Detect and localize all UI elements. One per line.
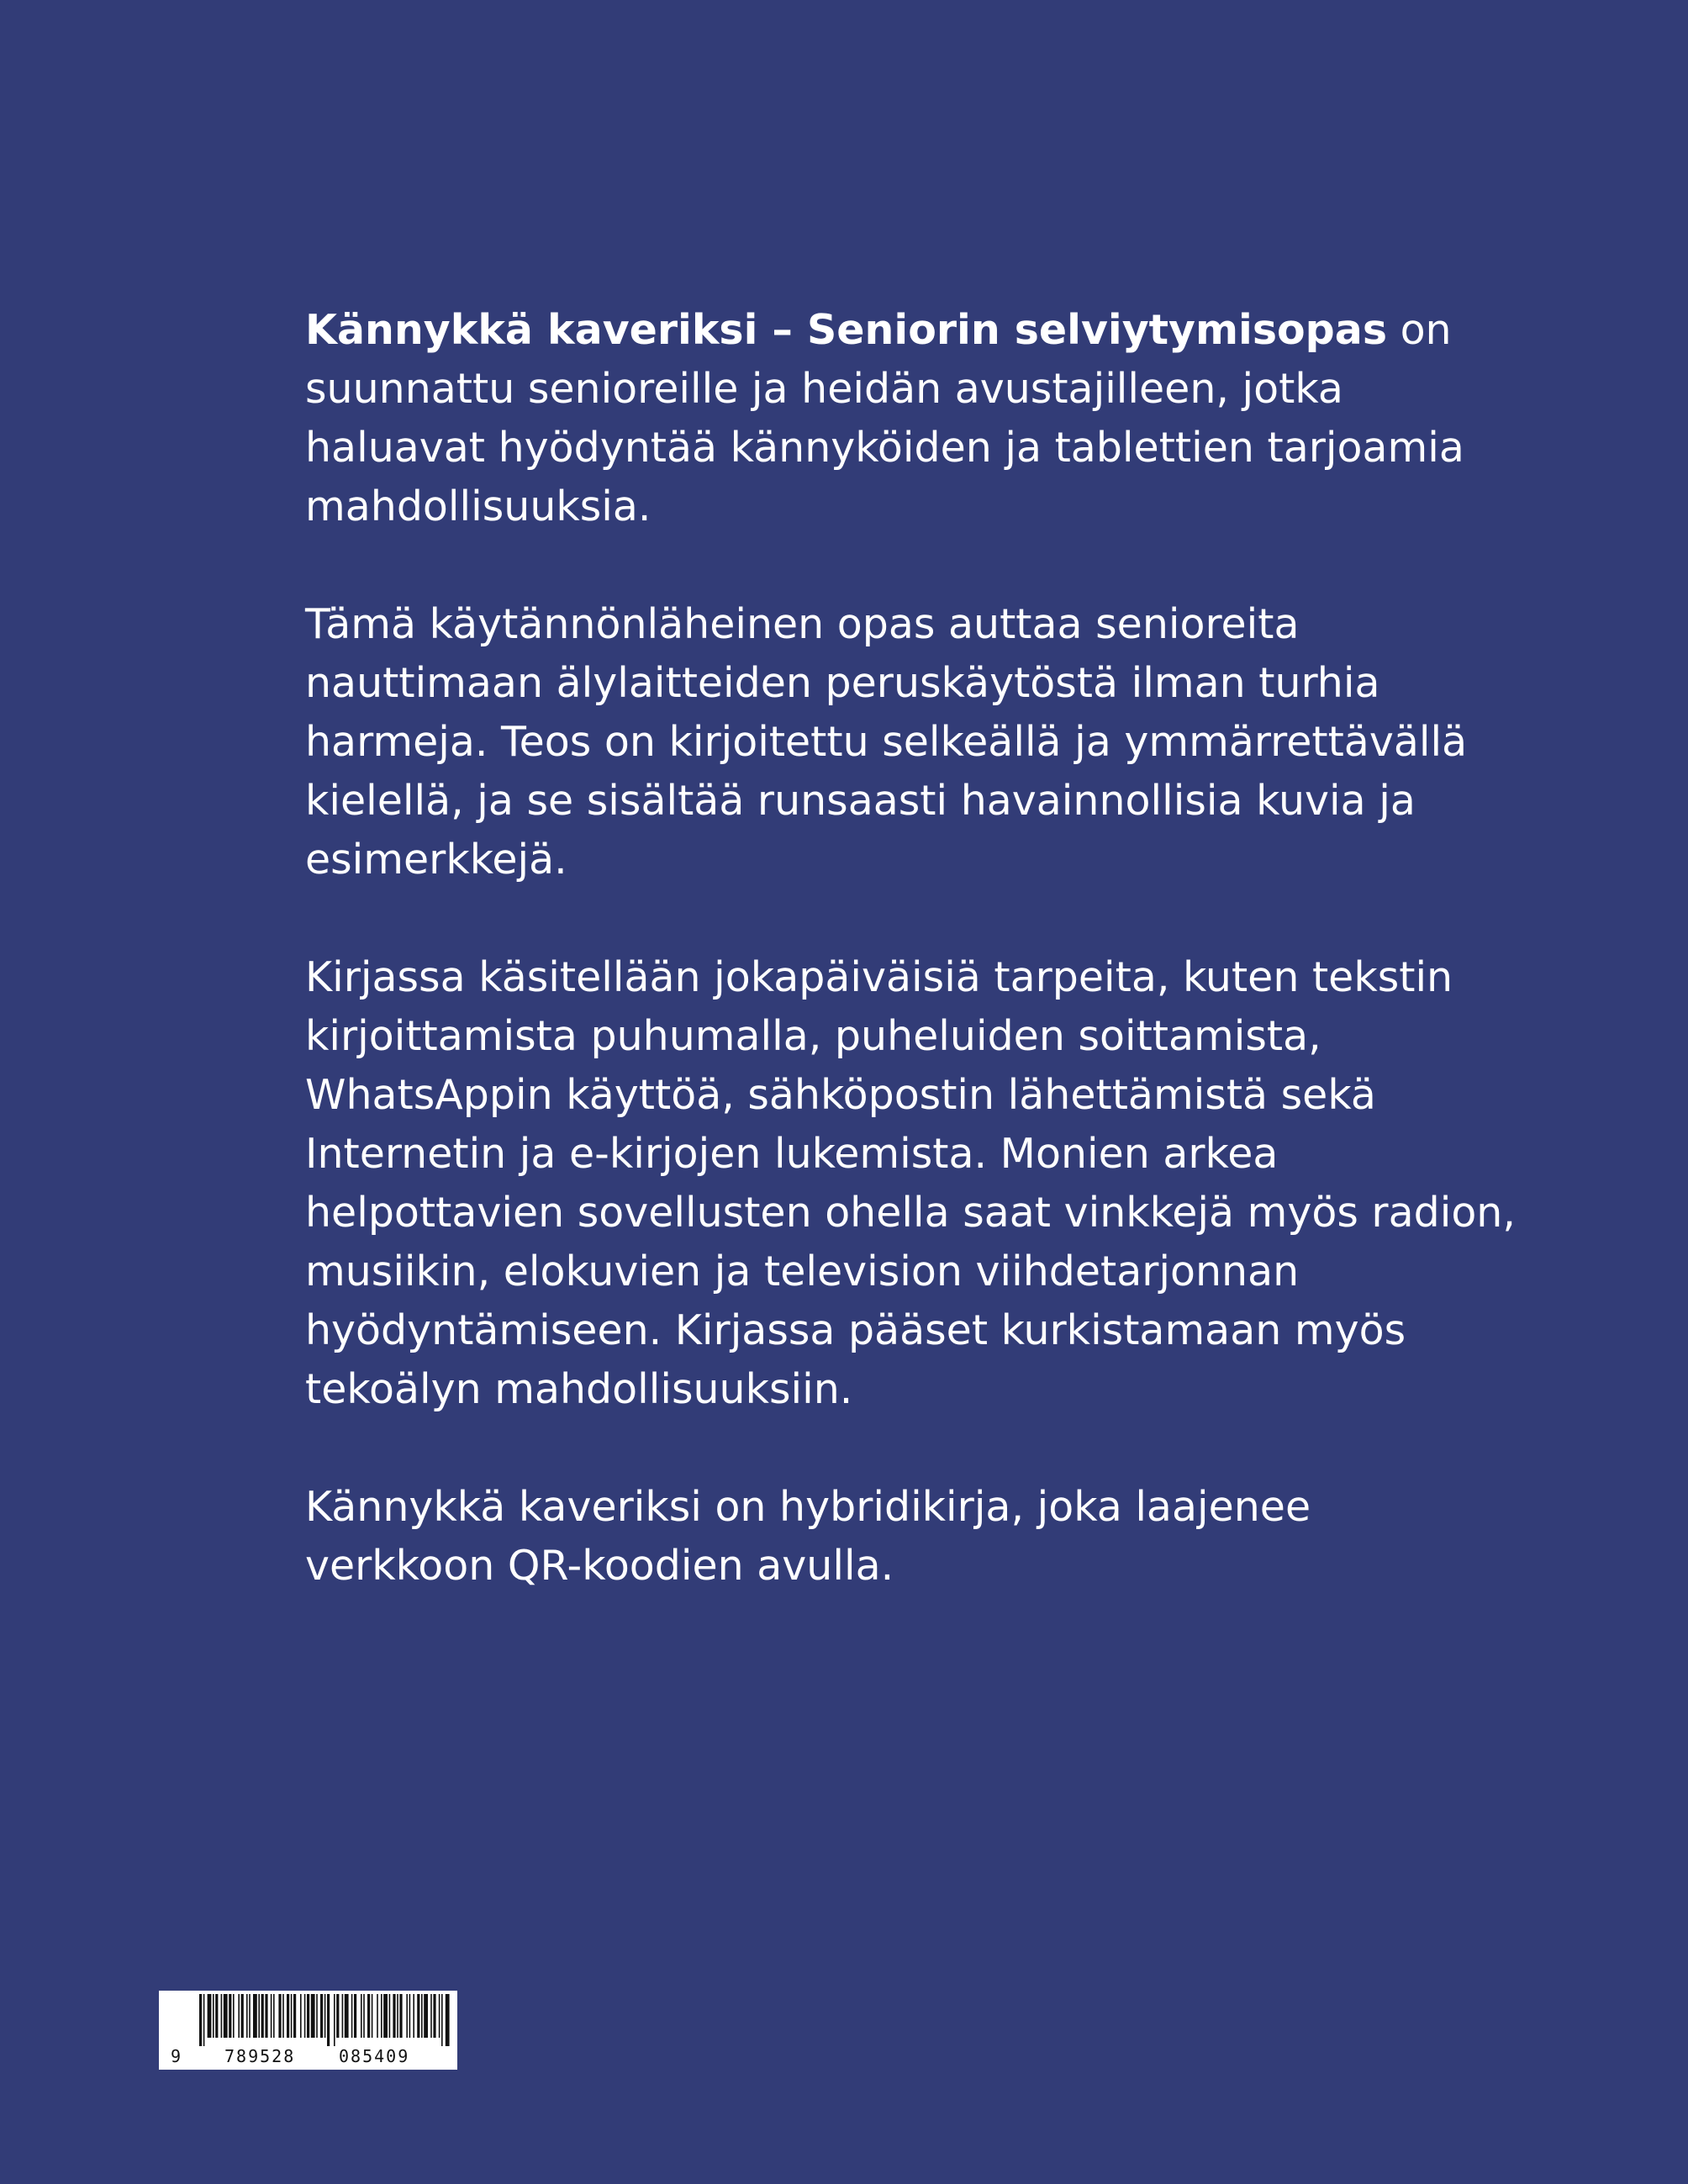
paragraph-guide: [305, 595, 1549, 889]
paragraph-topics: [305, 948, 1549, 1419]
text-line: mahdollisuuksia.: [305, 483, 651, 530]
barcode-bar: [238, 1994, 240, 2038]
isbn-barcode: [159, 1991, 457, 2070]
barcode-bar: [424, 1994, 428, 2038]
text-line: suunnattu senioreille ja heidän avustajilleen, jotka: [305, 365, 1343, 413]
text-line: tekoälyn mahdollisuuksiin.: [305, 1365, 853, 1413]
paragraph-intro: [305, 301, 1549, 536]
barcode-bar: [215, 1994, 218, 2038]
barcode-bar: [336, 1994, 339, 2038]
barcode-bar: [278, 1994, 281, 2038]
barcode-bar: [249, 1994, 251, 2038]
barcode-bar: [221, 1994, 223, 2038]
barcode-bar: [361, 1994, 362, 2038]
barcode-bar: [293, 1994, 296, 2038]
barcode-bar: [409, 1994, 411, 2038]
barcode-bar: [421, 1994, 423, 2038]
barcode-right-digits: 085409: [339, 2046, 410, 2066]
barcode-bar: [417, 1994, 419, 2038]
barcode-bar: [282, 1994, 284, 2038]
barcode-bar: [354, 1994, 356, 2038]
barcode-bar: [389, 1994, 391, 2038]
barcode-bar: [342, 1994, 344, 2038]
barcode-bar: [320, 1994, 323, 2038]
barcode-bar: [381, 1994, 382, 2038]
text-line: kirjoittamista puhumalla, puheluiden soittamista,: [305, 1012, 1321, 1060]
barcode-bar: [291, 1994, 293, 2038]
barcode-bar: [327, 1994, 330, 2046]
barcode-bar: [261, 1994, 264, 2038]
barcode-bar: [304, 1994, 306, 2038]
barcode-bar: [413, 1994, 414, 2038]
barcode-bar: [439, 1994, 440, 2038]
barcode-bar: [265, 1994, 267, 2038]
barcode-bar: [271, 1994, 272, 2038]
barcode-bar: [397, 1994, 398, 2038]
barcode-bar: [199, 1994, 202, 2046]
barcode-bar: [287, 1994, 289, 2038]
barcode-prefix-digit: 9: [171, 2046, 183, 2066]
barcode-bars: [159, 1991, 457, 2070]
barcode-bar: [208, 1994, 212, 2038]
barcode-bar: [351, 1994, 353, 2038]
text-line: verkkoon QR-koodien avulla.: [305, 1542, 894, 1590]
barcode-bar: [383, 1994, 388, 2038]
text-line: nauttimaan älylaitteiden peruskäytöstä ilman turhia: [305, 659, 1380, 707]
barcode-bar: [363, 1994, 365, 2038]
barcode-bar: [430, 1994, 432, 2038]
book-title: Kännykkä kaveriksi – Seniorin selviytymisopas: [305, 306, 1387, 354]
text-line: kielellä, ja se sisältää runsaasti havainnollisia kuvia ja: [305, 777, 1416, 825]
barcode-bar: [441, 1994, 443, 2046]
barcode-bar: [258, 1994, 260, 2038]
barcode-bar: [367, 1994, 370, 2038]
barcode-bar: [273, 1994, 275, 2038]
back-cover-description: [305, 301, 1549, 1596]
text-line: Tämä käytännönläheinen opas auttaa senioreita: [305, 600, 1300, 648]
barcode-bar: [233, 1994, 235, 2038]
barcode-bar: [246, 1994, 248, 2038]
barcode-bar: [316, 1994, 318, 2038]
barcode-bar: [393, 1994, 395, 2038]
text-line: WhatsAppin käyttöä, sähköpostin lähettämistä sekä: [305, 1071, 1376, 1119]
barcode-bar: [377, 1994, 378, 2038]
barcode-bar: [372, 1994, 373, 2038]
barcode-bar: [345, 1994, 349, 2038]
text-line: Internetin ja e-kirjojen lukemista. Monien arkea: [305, 1130, 1279, 1178]
text-line: [305, 301, 1549, 360]
text-line: hyödyntämiseen. Kirjassa pääset kurkistamaan myös: [305, 1306, 1406, 1354]
text-line: harmeja. Teos on kirjoitettu selkeällä ja ymmärrettävällä: [305, 718, 1468, 766]
text-line: haluavat hyödyntää kännyköiden ja tablettien tarjoamia: [305, 424, 1464, 472]
paragraph-hybrid: [305, 1478, 1549, 1596]
barcode-bar: [311, 1994, 315, 2038]
text-line: Kännykkä kaveriksi on hybridikirja, joka laajenee: [305, 1483, 1311, 1531]
barcode-bar: [446, 1994, 450, 2046]
text-line: musiikin, elokuvien ja television viihdetarjonnan: [305, 1248, 1300, 1295]
text-line: helpottavien sovellusten ohella saat vinkkejä myös radion,: [305, 1189, 1516, 1237]
barcode-bar: [334, 1994, 335, 2046]
text-fragment: on: [1387, 306, 1452, 354]
barcode-bar: [433, 1994, 435, 2038]
barcode-left-digits: 789528: [224, 2046, 296, 2066]
barcode-bar: [213, 1994, 214, 2038]
barcode-bar: [324, 1994, 326, 2038]
text-line: esimerkkejä.: [305, 836, 567, 884]
barcode-bar: [224, 1994, 228, 2038]
barcode-bar: [307, 1994, 309, 2038]
barcode-bar: [203, 1994, 205, 2046]
barcode-bar: [241, 1994, 244, 2038]
barcode-bar: [406, 1994, 408, 2038]
text-line: Kirjassa käsitellään jokapäiväisiä tarpeita, kuten tekstin: [305, 953, 1453, 1001]
barcode-bar: [229, 1994, 231, 2038]
barcode-bar: [253, 1994, 257, 2038]
barcode-bar: [300, 1994, 302, 2038]
barcode-bar: [399, 1994, 402, 2038]
